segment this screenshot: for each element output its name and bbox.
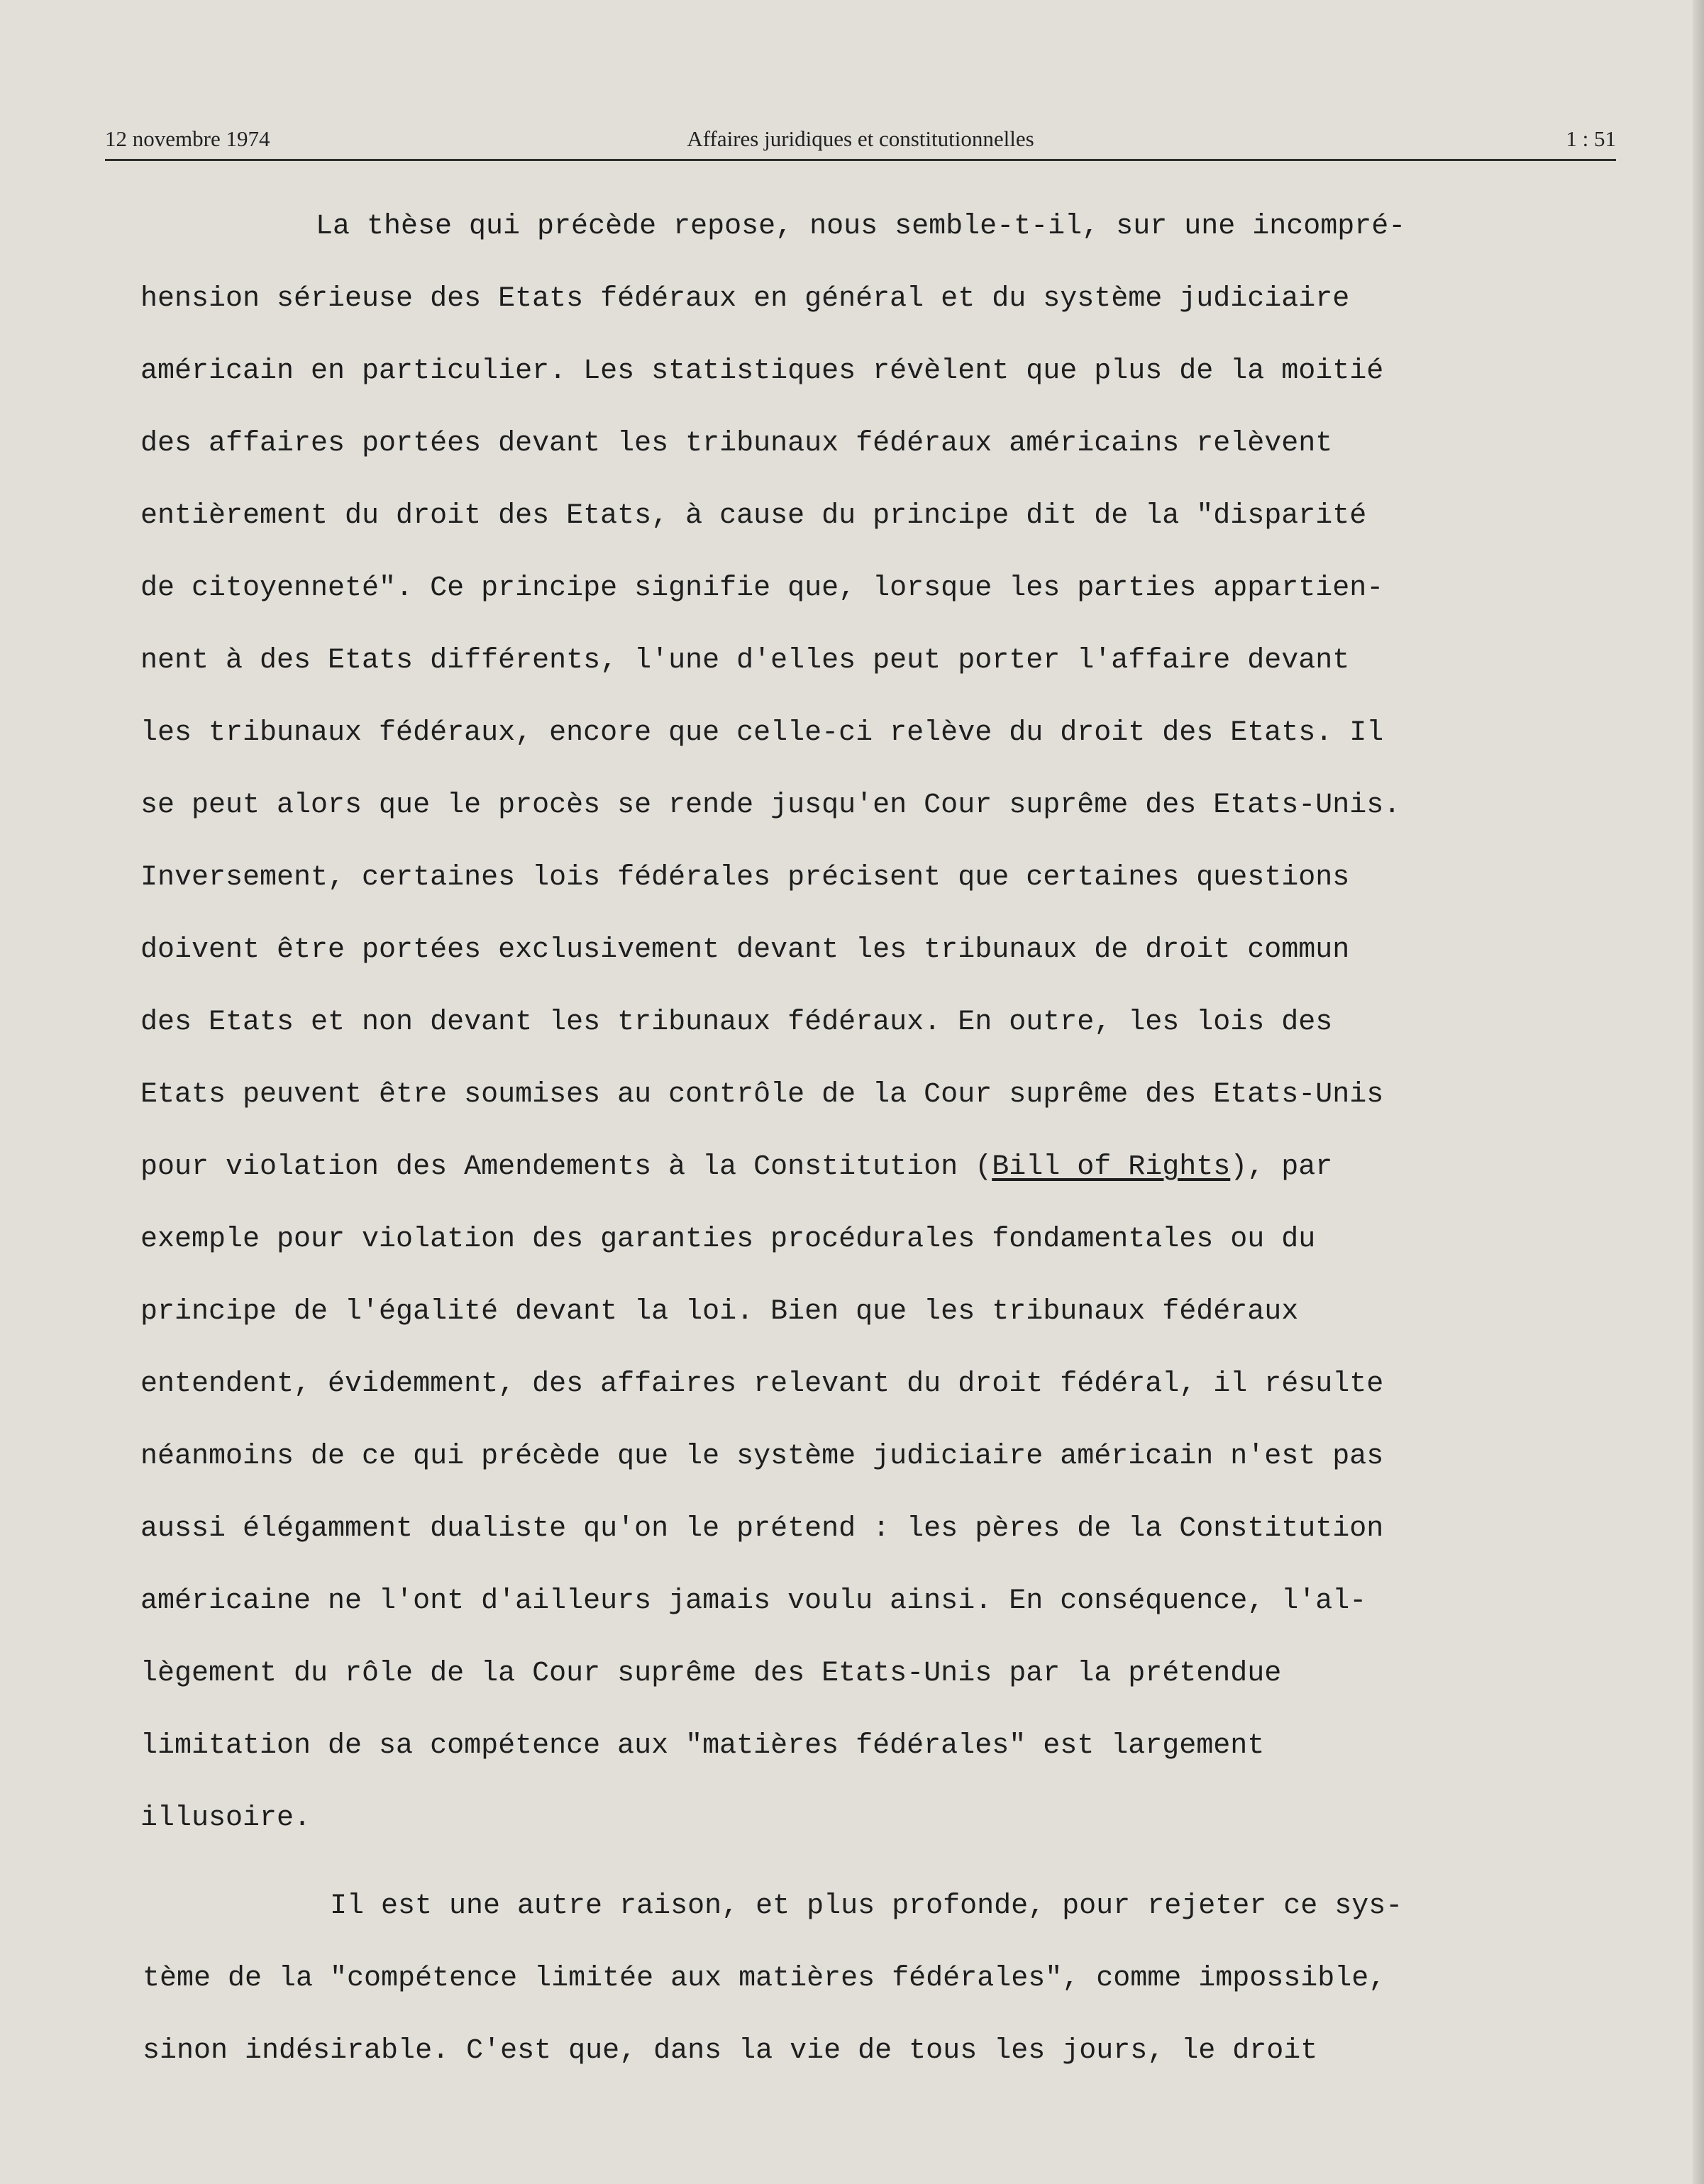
text-line: américaine ne l'ont d'ailleurs jamais voulu ainsi. En conséquence, l'al- (140, 1585, 1367, 1617)
text-line: La thèse qui précède repose, nous semble-t-il, sur une incompré- (316, 211, 1406, 243)
text-line: sinon indésirable. C'est que, dans la vie de tous les jours, le droit (143, 2035, 1318, 2067)
text-line: principe de l'égalité devant la loi. Bien que les tribunaux fédéraux (140, 1296, 1299, 1328)
text-line: hension sérieuse des Etats fédéraux en général et du système judiciaire (140, 283, 1350, 315)
text-line: américain en particulier. Les statistiques révèlent que plus de la moitié (140, 355, 1384, 387)
page-edge (1693, 0, 1704, 2184)
text-segment: ), par (1230, 1151, 1333, 1183)
text-line: entièrement du droit des Etats, à cause du principe dit de la "disparité (140, 500, 1367, 532)
text-line: entendent, évidemment, des affaires relevant du droit fédéral, il résulte (140, 1368, 1384, 1400)
text-line: des affaires portées devant les tribunaux fédéraux américains relèvent (140, 428, 1333, 460)
header-date: 12 novembre 1974 (105, 126, 270, 151)
text-line: aussi élégamment dualiste qu'on le prétend : les pères de la Constitution (140, 1513, 1384, 1545)
page-header (105, 126, 1616, 161)
text-line: se peut alors que le procès se rende jusqu'en Cour suprême des Etats-Unis. (140, 789, 1401, 821)
text-line: doivent être portées exclusivement devant les tribunaux de droit commun (140, 934, 1350, 966)
header-page-number: 1 : 51 (1566, 126, 1616, 151)
header-title: Affaires juridiques et constitutionnelles (687, 126, 1034, 151)
text-line: exemple pour violation des garanties procédurales fondamentales ou du (140, 1224, 1316, 1255)
text-line (140, 1153, 1332, 1182)
text-line: Etats peuvent être soumises au contrôle de la Cour suprême des Etats-Unis (140, 1079, 1384, 1111)
text-line: Il est une autre raison, et plus profonde, pour rejeter ce sys- (330, 1890, 1403, 1922)
text-line: tème de la "compétence limitée aux matières fédérales", comme impossible, (143, 1963, 1386, 1995)
text-line: Inversement, certaines lois fédérales précisent que certaines questions (140, 862, 1350, 894)
text-line: lègement du rôle de la Cour suprême des Etats-Unis par la prétendue (140, 1658, 1282, 1690)
text-line: des Etats et non devant les tribunaux fédéraux. En outre, les lois des (140, 1007, 1333, 1038)
text-line: de citoyenneté". Ce principe signifie que, lorsque les parties appartien- (140, 572, 1384, 604)
text-line: illusoire. (140, 1802, 311, 1834)
text-segment: pour violation des Amendements à la Constitution ( (140, 1151, 992, 1183)
text-line: limitation de sa compétence aux "matières fédérales" est largement (140, 1730, 1265, 1762)
text-line: les tribunaux fédéraux, encore que celle-ci relève du droit des Etats. Il (140, 717, 1384, 749)
text-line: nent à des Etats différents, l'une d'elles peut porter l'affaire devant (140, 645, 1350, 677)
text-line: néanmoins de ce qui précède que le système judiciaire américain n'est pas (140, 1441, 1384, 1473)
underlined-term: Bill of Rights (992, 1151, 1231, 1183)
